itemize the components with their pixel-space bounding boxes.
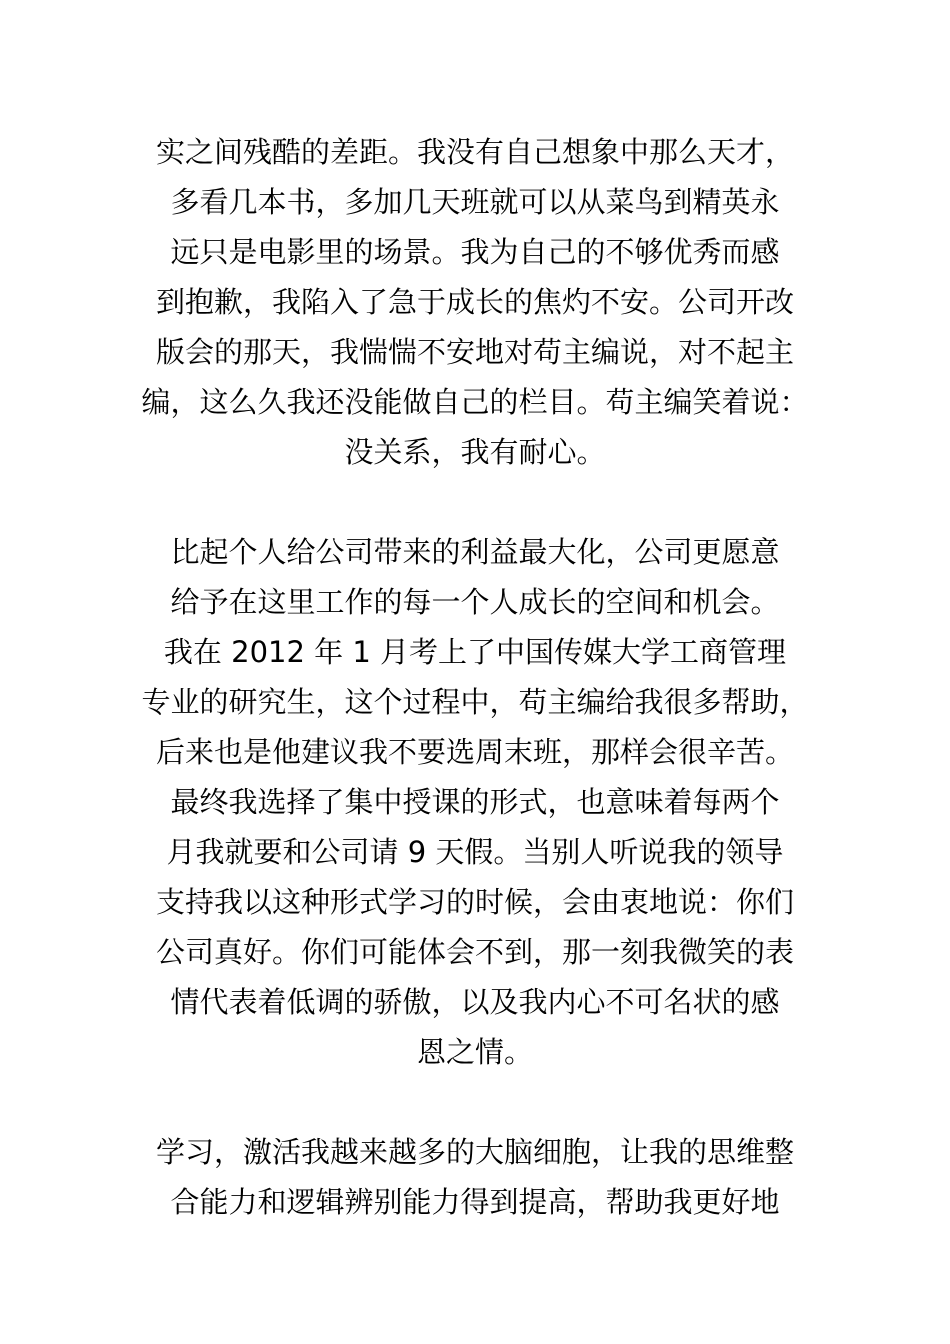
text-line: 恩之情。	[416, 1035, 533, 1069]
text-line: 到抱歉，我陷入了急于成长的焦灼不安。公司开改	[155, 285, 794, 319]
paragraph-gap	[140, 477, 810, 527]
text-line: 我在 2012 年 1 月考上了中国传媒大学工商管理	[163, 635, 787, 669]
text-line: 最终我选择了集中授课的形式，也意味着每两个	[170, 785, 780, 819]
text-line: 支持我以这种形式学习的时候，会由衷地说：你们	[155, 885, 794, 919]
text-line: 专业的研究生，这个过程中，苟主编给我很多帮助，	[141, 685, 809, 719]
text-line: 实之间残酷的差距。我没有自己想象中那么天才，	[155, 135, 794, 169]
paragraph-2	[140, 527, 810, 1077]
text-line: 学习，激活我越来越多的大脑细胞，让我的思维整	[155, 1135, 794, 1169]
text-line: 情代表着低调的骄傲，以及我内心不可名状的感	[170, 985, 780, 1019]
document-body	[140, 127, 810, 1227]
paragraph-gap	[140, 1077, 810, 1127]
text-line: 远只是电影里的场景。我为自己的不够优秀而感	[170, 235, 780, 269]
text-line: 多看几本书，多加几天班就可以从菜鸟到精英永	[170, 185, 780, 219]
paragraph-3	[140, 1127, 810, 1227]
paragraph-1	[140, 127, 810, 477]
text-line: 公司真好。你们可能体会不到，那一刻我微笑的表	[155, 935, 794, 969]
text-line: 没关系，我有耐心。	[344, 435, 606, 469]
text-line: 合能力和逻辑辨别能力得到提高，帮助我更好地	[170, 1185, 780, 1219]
text-line: 编，这么久我还没能做自己的栏目。苟主编笑着说：	[141, 385, 809, 419]
text-line: 比起个人给公司带来的利益最大化，公司更愿意	[170, 535, 780, 569]
text-line: 后来也是他建议我不要选周末班，那样会很辛苦。	[155, 735, 794, 769]
text-line: 给予在这里工作的每一个人成长的空间和机会。	[170, 585, 780, 619]
text-line: 月我就要和公司请 9 天假。当别人听说我的领导	[166, 835, 784, 869]
text-line: 版会的那天，我惴惴不安地对苟主编说，对不起主	[155, 335, 794, 369]
